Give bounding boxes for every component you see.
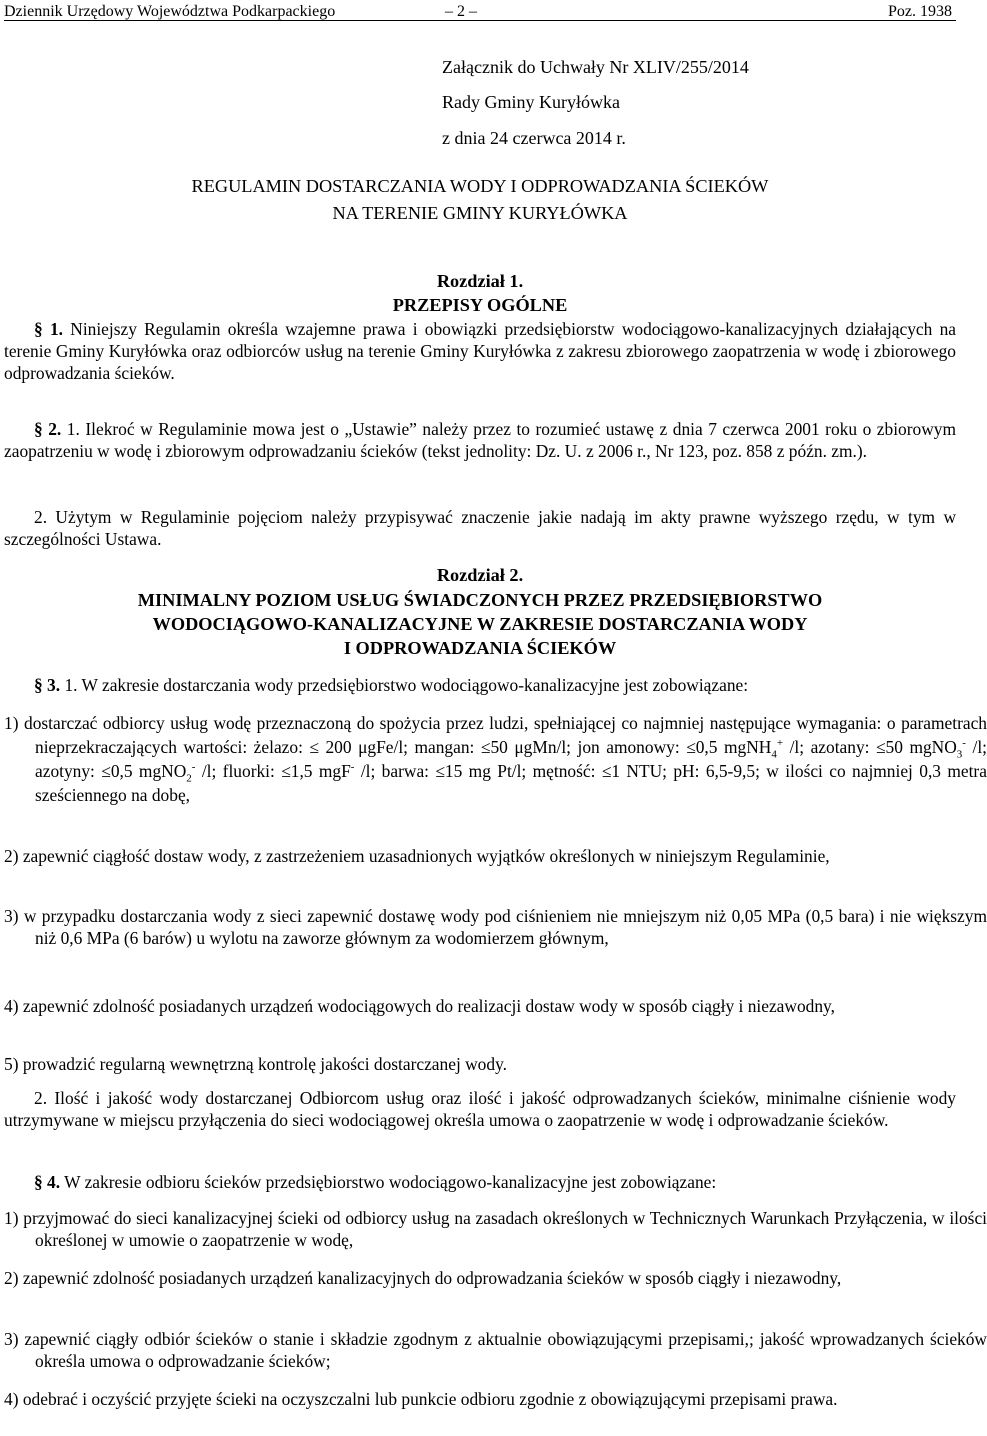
item-1-nitrates-label: /l; azotany: — [789, 737, 870, 757]
section-4-intro — [4, 1171, 956, 1193]
item-1-ammonium: 0,5 mgNH — [695, 737, 772, 757]
le-symbol: ≤ — [435, 761, 445, 781]
item-1-lead: 1) dostarczać odbiorcy usług wodę przeznaczoną do spożycia przez ludzi, spełniającej co najmniej następujące wymagania: o parametrach nieprzekraczających wartości: żelazo: — [4, 713, 987, 757]
section-4-mark: § 4. — [34, 1172, 61, 1192]
section-3-mark: § 3. — [34, 675, 61, 695]
section-3-intro — [4, 674, 956, 696]
page-header — [4, 0, 956, 21]
le-symbol: ≤ — [480, 737, 491, 757]
journal-name: Dziennik Urzędowy Województwa Podkarpackiego — [4, 3, 336, 20]
section-4-item-1: 1) przyjmować do sieci kanalizacyjnej ścieki od odbiorcy usług na zasadach określonych w Technicznych Warunkach Przyłączenia, w ilości określonej w umowie o zaopatrzenie w wodę, — [4, 1208, 987, 1250]
chapter-2-number: Rozdział 2. — [436, 565, 524, 585]
section-2-mark: § 2. — [34, 419, 62, 439]
attachment-line-3: z dnia 24 czerwca 2014 r. — [442, 128, 626, 148]
section-3-item-3: 3) w przypadku dostarczania wody z sieci zapewnić dostawę wody pod ciśnieniem nie mniejszym niż 0,05 MPa (0,5 bara) i nie większym niż 0,6 MPa (6 barów) u wylotu na zaworze głównym za wodomierzem głównym, — [4, 906, 987, 948]
page-number: – 2 – — [445, 3, 477, 20]
le-symbol: ≤ — [281, 761, 291, 781]
section-1-mark: § 1. — [34, 319, 63, 339]
chapter-1-number: Rozdział 1. — [436, 271, 524, 291]
chapter-2-line-3: I ODPROWADZANIA ŚCIEKÓW — [343, 638, 617, 658]
section-1 — [4, 318, 956, 384]
item-1-turbidity: 1 NTU; pH: 6,5-9,5; w ilości co najmniej 0,3 metra sześciennego na dobę, — [35, 761, 987, 805]
section-4-item-2: 2) zapewnić zdolność posiadanych urządzeń kanalizacyjnych do odprowadzania ścieków w sposób ciągły i niezawodny, — [4, 1268, 842, 1288]
le-symbol: ≤ — [101, 761, 111, 781]
nitrite-superscript: - — [191, 761, 196, 774]
section-1-text: Niniejszy Regulamin określa wzajemne prawa i obowiązki przedsiębiorstw wodociągowo-kanalizacyjnych działających na terenie Gminy Kuryłówka oraz odbiorców usług na terenie Gminy Kuryłówka z zakresu zbiorowego zaopatrzenia w wodę i zbiorowego odprowadzania ścieków. — [4, 319, 956, 383]
item-1-manganese: 50 μgMn/l; jon amonowy: — [490, 737, 680, 757]
section-4-intro-text: W zakresie odbioru ścieków przedsiębiorstwo wodociągowo-kanalizacyjne jest zobowiązane: — [64, 1172, 717, 1192]
section-3-item-5: 5) prowadzić regularną wewnętrzną kontrolę jakości dostarczanej wody. — [4, 1054, 507, 1074]
title-line-1: REGULAMIN DOSTARCZANIA WODY I ODPROWADZANIA ŚCIEKÓW — [191, 176, 769, 196]
section-3-item-2: 2) zapewnić ciągłość dostaw wody, z zastrzeżeniem uzasadnionych wyjątków określonych w niniejszym Regulaminie, — [4, 846, 830, 866]
section-2-paragraph-2: 2. Użytym w Regulaminie pojęciom należy przypisywać znaczenie jakie nadają im akty prawne wyższego rzędu, w tym w szczególności Ustawa. — [4, 507, 956, 549]
le-symbol: ≤ — [876, 737, 886, 757]
item-1-nitrites: 0,5 mgNO — [110, 761, 187, 781]
le-symbol: ≤ — [601, 761, 612, 781]
chapter-2-line-2: WODOCIĄGOWO-KANALIZACYJNE W ZAKRESIE DOSTARCZANIA WODY — [152, 614, 808, 634]
section-4-item-3: 3) zapewnić ciągły odbiór ścieków o stanie i składzie zgodnym z aktualnie obowiązującymi przepisami,; jakość wprowadzanych ścieków określa umowa o odprowadzanie ścieków; — [4, 1329, 987, 1371]
fluoride-superscript: - — [350, 761, 355, 774]
section-3-item-1 — [4, 711, 987, 807]
chapter-1-name: PRZEPISY OGÓLNE — [392, 295, 568, 315]
title-line-2: NA TERENIE GMINY KURYŁÓWKA — [332, 203, 628, 223]
section-2-p1-text: 1. Ilekroć w Regulaminie mowa jest o „Ustawie” należy przez to rozumieć ustawę z dnia 7 czerwca 2001 roku o zbiorowym zaopatrzeniu w wodę i zbiorowym odprowadzaniu ścieków (tekst jednolity: Dz. U. z 2006 r., Nr 123, poz. 858 z późn. zm.). — [4, 419, 956, 461]
item-1-nitrates: 50 mgNO — [885, 737, 957, 757]
item-1-iron: 200 μgFe/l; mangan: — [325, 737, 475, 757]
section-3-intro-text: 1. W zakresie dostarczania wody przedsiębiorstwo wodociągowo-kanalizacyjne jest zobowiązane: — [64, 675, 749, 695]
attachment-line-2: Rady Gminy Kuryłówka — [442, 92, 620, 112]
le-symbol: ≤ — [309, 737, 319, 757]
section-3-item-4: 4) zapewnić zdolność posiadanych urządzeń wodociągowych do realizacji dostaw wody w sposób ciągły i niezawodny, — [4, 996, 835, 1016]
position-number: Poz. 1938 — [888, 3, 952, 20]
item-1-fluorides-label: /l; fluorki: — [201, 761, 275, 781]
item-1-nitrites-label: /l; azotyny: — [35, 737, 987, 781]
section-4-item-4: 4) odebrać i oczyścić przyjęte ścieki na oczyszczalni lub punkcie odbioru zgodnie z obowiązującymi przepisami prawa. — [4, 1389, 838, 1409]
item-1-color: 15 mg Pt/l; mętność: — [444, 761, 596, 781]
ammonium-superscript: + — [776, 737, 784, 750]
ammonium-subscript: 4 — [771, 748, 777, 761]
section-2-paragraph-1 — [4, 418, 956, 462]
nitrate-superscript: - — [962, 737, 966, 750]
section-3-paragraph-2: 2. Ilość i jakość wody dostarczanej Odbiorcom usług oraz ilość i jakość odprowadzanych ścieków, minimalne ciśnienie wody utrzymywane w miejscu przyłączenia do sieci wodociągowej określa umowa o zaopatrzenie w wodę i odprowadzanie ścieków. — [4, 1088, 956, 1130]
nitrate-subscript: 3 — [956, 748, 963, 761]
le-symbol: ≤ — [686, 737, 696, 757]
chapter-2-line-1: MINIMALNY POZIOM USŁUG ŚWIADCZONYCH PRZEZ PRZEDSIĘBIORSTWO — [137, 590, 823, 610]
item-1-fluorides: 1,5 mgF — [290, 761, 351, 781]
attachment-line-1: Załącznik do Uchwały Nr XLIV/255/2014 — [442, 57, 749, 77]
item-1-color-label: /l; barwa: — [360, 761, 429, 781]
nitrite-subscript: 2 — [186, 772, 192, 785]
